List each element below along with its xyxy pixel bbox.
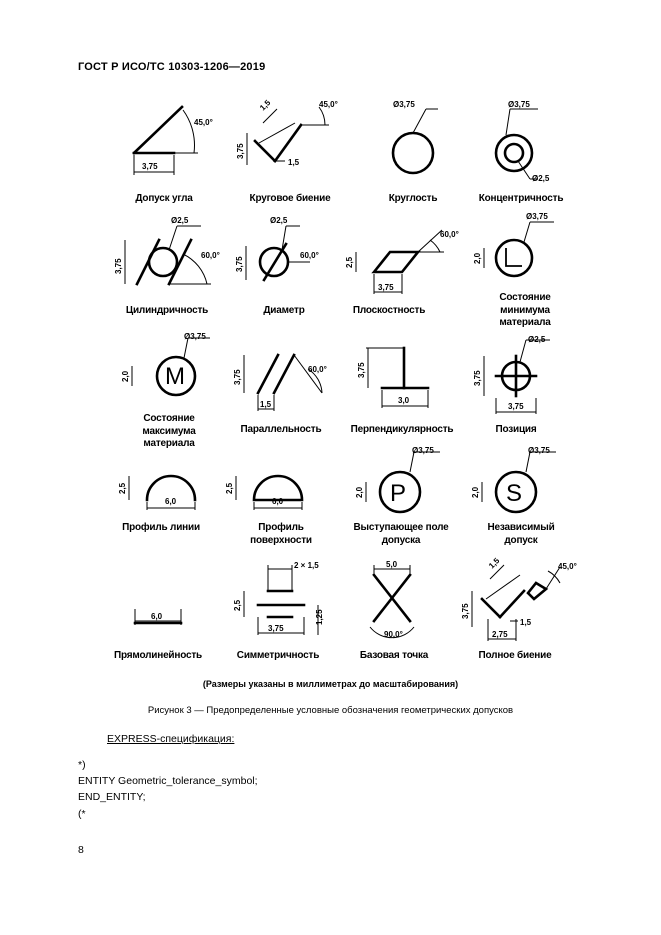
caption-roundness: Круглость [388, 193, 438, 204]
dim-3-75: 3,75 [235, 256, 244, 272]
caption-parallelism: Параллельность [240, 424, 322, 435]
symbol-projected-zone [350, 440, 480, 570]
dim-dia-3-75: Ø3,75 [508, 100, 530, 109]
dim-3-75: 3,75 [236, 143, 245, 159]
dim-dia-3-75: Ø3,75 [526, 212, 548, 221]
express-spec-link[interactable]: EXPRESS-спецификация: [107, 733, 235, 745]
caption-projected-zone: Выступающее поле допуска [353, 522, 449, 546]
symbol-concentricity [482, 95, 612, 225]
caption-independency: Независимый допуск [487, 522, 555, 546]
dim-dia-3-75: Ø3,75 [184, 332, 206, 341]
dim-dia-3-75: Ø3,75 [393, 100, 415, 109]
cylindricity-drawing [105, 210, 235, 340]
dim-1-5: 1,5 [260, 400, 272, 409]
dim-3-75: 3,75 [233, 369, 242, 385]
symbol-cylindricity [105, 210, 235, 340]
dim-3-75: 3,75 [473, 370, 482, 386]
caption-concentricity: Концентричность [478, 193, 564, 204]
dim-angle-60: 60,0° [308, 365, 327, 374]
dimensions-note: (Размеры указаны в миллиметрах до масштабирования) [202, 679, 459, 689]
caption-mmc: Состояние максимума материала [142, 413, 196, 449]
symbol-angularity [120, 95, 250, 225]
dim-1-5: 1,5 [288, 158, 300, 167]
symmetry-drawing [222, 555, 352, 685]
dim-2-0: 2,0 [121, 370, 130, 382]
dim-3-75: 3,75 [114, 258, 123, 274]
dim-2x1-5: 2 × 1,5 [294, 561, 319, 570]
dim-dia-2-5: Ø2,5 [270, 216, 288, 225]
caption-straightness: Прямолинейность [114, 650, 202, 661]
dim-3-0: 3,0 [398, 396, 410, 405]
dim-2-5: 2,5 [345, 256, 354, 268]
caption-flatness: Плоскостность [352, 305, 426, 316]
code-line: ENTITY Geometric_tolerance_symbol; [78, 775, 258, 787]
angularity-drawing [120, 95, 250, 225]
symbol-flatness [340, 210, 470, 340]
dim-2-5: 2,5 [233, 599, 242, 611]
dim-1-5: 1,5 [520, 618, 532, 627]
dim-dia-3-75: Ø3,75 [528, 446, 550, 455]
dim-angle-45: 45,0° [319, 100, 338, 109]
caption-total-runout: Полное биение [478, 650, 552, 661]
caption-lmc: Состояние минимума материала [499, 292, 551, 328]
symbol-symmetry [222, 555, 352, 685]
dim-angle-60: 60,0° [201, 251, 220, 260]
flatness-drawing [340, 210, 470, 340]
dim-3-75: 3,75 [357, 362, 366, 378]
dim-dia-2-5: Ø2,5 [528, 335, 546, 344]
dim-2-75: 2,75 [492, 630, 508, 639]
dim-2-0: 2,0 [473, 252, 482, 264]
dim-2-5: 2,5 [118, 482, 127, 494]
dim-3-75: 3,75 [378, 283, 394, 292]
figure-caption: Рисунок 3 — Предопределенные условные обозначения геометрических допусков [147, 705, 514, 716]
document-header: ГОСТ Р ИСО/ТС 10303-1206—2019 [78, 61, 266, 73]
caption-position: Позиция [495, 424, 537, 435]
caption-circular-runout: Круговое биение [249, 193, 331, 204]
total-runout-drawing [460, 555, 590, 685]
dim-3-75: 3,75 [142, 162, 158, 171]
dim-2-5: 2,5 [225, 482, 234, 494]
circular-runout-drawing [233, 95, 363, 225]
caption-cylindricity: Цилиндричность [125, 305, 209, 316]
dim-2-0: 2,0 [355, 486, 364, 498]
dim-3-75: 3,75 [461, 603, 470, 619]
dim-angle-60: 60,0° [440, 230, 459, 239]
dim-1-5-top: 1,5 [258, 98, 273, 113]
dim-dia-3-75: Ø3,75 [412, 446, 434, 455]
code-line: (* [78, 808, 86, 820]
dim-angle-60: 60,0° [300, 251, 319, 260]
dim-3-75: 3,75 [268, 624, 284, 633]
caption-symmetry: Симметричность [236, 650, 320, 661]
dim-angle-45: 45,0° [194, 118, 213, 127]
dim-1-25: 1,25 [315, 609, 324, 625]
dim-5-0: 5,0 [386, 560, 398, 569]
code-line: END_ENTITY; [78, 791, 146, 803]
dim-2-0: 2,0 [471, 486, 480, 498]
dim-6-0: 6,0 [272, 497, 284, 506]
caption-angularity: Допуск угла [135, 193, 193, 204]
caption-datum-target: Базовая точка [359, 650, 429, 661]
mmc-letter: M [165, 363, 185, 390]
caption-diameter: Диаметр [263, 305, 305, 316]
caption-profile-surface: Профиль поверхности [250, 522, 312, 546]
dim-dia-2-5: Ø2,5 [532, 174, 550, 183]
independency-letter: S [506, 480, 523, 507]
dim-1-5-top: 1,5 [487, 556, 502, 571]
projected-zone-drawing [350, 440, 480, 570]
symbol-circular-runout [233, 95, 363, 225]
caption-perpendicularity: Перпендикулярность [350, 424, 454, 435]
dim-angle-45: 45,0° [558, 562, 577, 571]
concentricity-drawing [482, 95, 612, 225]
dim-dia-2-5: Ø2,5 [171, 216, 189, 225]
code-line: *) [78, 759, 86, 771]
dim-angle-90: 90,0° [384, 630, 403, 639]
dim-6-0: 6,0 [165, 497, 177, 506]
caption-profile-line: Профиль линии [122, 522, 200, 533]
page-number: 8 [78, 844, 84, 856]
symbol-total-runout [460, 555, 590, 685]
dim-6-0: 6,0 [151, 612, 163, 621]
symbol-independency [470, 440, 600, 570]
independency-drawing [470, 440, 600, 570]
projected-zone-letter: P [390, 480, 407, 507]
dim-3-75-h: 3,75 [508, 402, 524, 411]
